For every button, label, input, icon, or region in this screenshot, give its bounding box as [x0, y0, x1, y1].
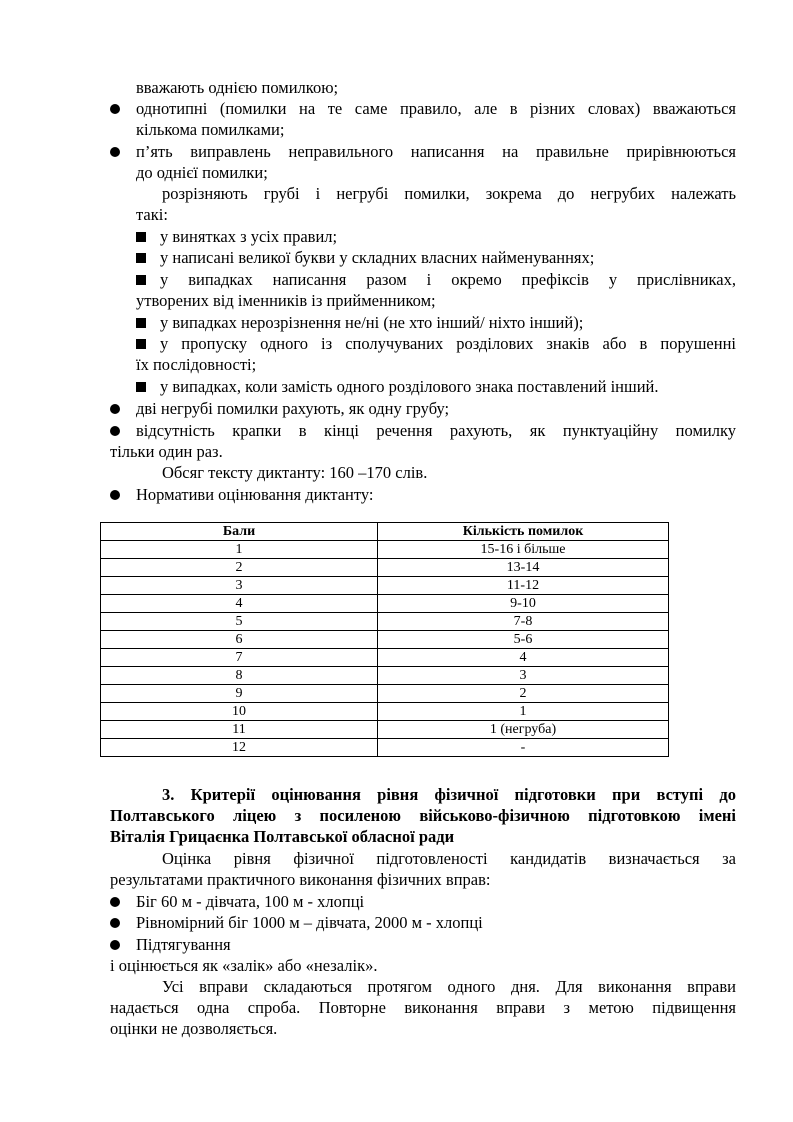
errors-cell: 4	[378, 649, 669, 667]
square-bullet-icon	[136, 232, 146, 242]
exercise-item: Підтягування	[136, 935, 231, 954]
rule-text: у написані великої букви у складних власних найменуваннях;	[160, 248, 595, 267]
points-cell: 6	[101, 631, 378, 649]
square-bullet-icon	[136, 253, 146, 263]
errors-cell: 5-6	[378, 631, 669, 649]
bullet-icon	[110, 104, 120, 114]
rule-text: у пропуску одного із сполучуваних розділових знаків або в порушенні	[160, 334, 736, 353]
rule-text: кількома помилками;	[136, 120, 285, 139]
table-row	[101, 739, 669, 757]
bullet-icon	[110, 147, 120, 157]
paragraph-text: результатами практичного виконання фізичних вправ:	[110, 870, 491, 889]
errors-cell: -	[378, 739, 669, 757]
rule-text: розрізняють грубі і негрубі помилки, зокрема до негрубих належать	[162, 184, 736, 203]
exercise-item: Біг 60 м - дівчата, 100 м - хлопці	[136, 892, 365, 911]
points-cell: 7	[101, 649, 378, 667]
points-cell: 2	[101, 559, 378, 577]
table-row	[101, 595, 669, 613]
paragraph-text: Усі вправи складаються протягом одного дня. Для виконання вправи	[162, 977, 736, 996]
section-heading: 3. Критерії оцінювання рівня фізичної підготовки при вступі до	[162, 785, 736, 804]
table-row	[101, 667, 669, 685]
rule-text: п’ять виправлень неправильного написання на правильне прирівнюються	[136, 142, 736, 161]
rule-text: утворених від іменників із прийменником;	[136, 291, 436, 310]
errors-cell: 3	[378, 667, 669, 685]
rule-text: однотипні (помилки на те саме правило, але в різних словах) вважаються	[136, 99, 736, 118]
table-row	[101, 541, 669, 559]
bullet-icon	[110, 426, 120, 436]
rule-text: дві негрубі помилки рахують, як одну грубу;	[136, 399, 450, 418]
text-volume: Обсяг тексту диктанту: 160 –170 слів.	[162, 463, 428, 482]
table-row	[101, 559, 669, 577]
norms-heading: Нормативи оцінювання диктанту:	[136, 485, 374, 504]
paragraph-text: оцінки не дозволяється.	[110, 1019, 278, 1038]
points-cell: 3	[101, 577, 378, 595]
rule-text: тільки один раз.	[110, 442, 223, 461]
points-cell: 5	[101, 613, 378, 631]
table-row	[101, 649, 669, 667]
points-cell: 8	[101, 667, 378, 685]
table-row	[101, 721, 669, 739]
errors-cell: 11-12	[378, 577, 669, 595]
errors-cell: 1	[378, 703, 669, 721]
points-cell: 11	[101, 721, 378, 739]
bullet-icon	[110, 490, 120, 500]
errors-cell: 7-8	[378, 613, 669, 631]
bullet-icon	[110, 897, 120, 907]
points-cell: 1	[101, 541, 378, 559]
points-cell: 12	[101, 739, 378, 757]
square-bullet-icon	[136, 318, 146, 328]
section-heading: Віталія Грицаєнка Полтавської обласної ради	[110, 827, 455, 846]
errors-cell: 13-14	[378, 559, 669, 577]
table-row	[101, 577, 669, 595]
grading-table	[100, 522, 669, 757]
rule-text: вважають однією помилкою;	[136, 78, 339, 97]
rule-text: у винятках з усіх правил;	[160, 227, 338, 246]
square-bullet-icon	[136, 382, 146, 392]
bullet-icon	[110, 918, 120, 928]
bullet-icon	[110, 404, 120, 414]
rule-text: у випадках написання разом і окремо префіксів у прислівниках,	[160, 270, 736, 289]
errors-cell: 15-16 і більше	[378, 541, 669, 559]
paragraph-text: надається одна спроба. Повторне виконання вправи з метою підвищення	[110, 998, 736, 1017]
square-bullet-icon	[136, 275, 146, 285]
rule-text: до однієї помилки;	[136, 163, 268, 182]
rule-text: у випадках, коли замість одного розділового знака поставлений інший.	[160, 377, 659, 396]
errors-cell: 2	[378, 685, 669, 703]
rule-text: такі:	[136, 205, 168, 224]
section-heading: Полтавського ліцею з посиленою військово-фізичною підготовкою імені	[110, 806, 736, 825]
rule-text: їх послідовності;	[136, 355, 257, 374]
table-header-row	[101, 523, 669, 541]
table-row	[101, 685, 669, 703]
errors-cell: 9-10	[378, 595, 669, 613]
points-cell: 10	[101, 703, 378, 721]
bullet-icon	[110, 940, 120, 950]
square-bullet-icon	[136, 339, 146, 349]
table-row	[101, 703, 669, 721]
column-header-points: Бали	[101, 523, 378, 541]
paragraph-text: Оцінка рівня фізичної підготовленості кандидатів визначається за	[162, 849, 736, 868]
paragraph-text: і оцінюється як «залік» або «незалік».	[110, 956, 378, 975]
points-cell: 9	[101, 685, 378, 703]
rule-text: відсутність крапки в кінці речення рахують, як пунктуаційну помилку	[136, 421, 736, 440]
exercise-item: Рівномірний біг 1000 м – дівчата, 2000 м - хлопці	[136, 913, 483, 932]
points-cell: 4	[101, 595, 378, 613]
column-header-errors: Кількість помилок	[378, 523, 669, 541]
table-row	[101, 613, 669, 631]
errors-cell: 1 (негруба)	[378, 721, 669, 739]
rule-text: у випадках нерозрізнення не/ні (не хто інший/ ніхто інший);	[160, 313, 584, 332]
table-row	[101, 631, 669, 649]
